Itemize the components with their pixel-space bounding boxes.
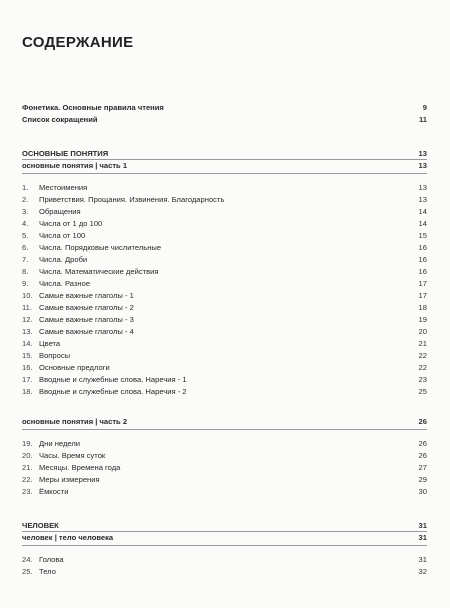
entry-number: 4. xyxy=(22,219,29,228)
toc-entry[interactable] xyxy=(22,327,427,337)
entry-label: Месяцы. Времена года xyxy=(39,463,121,472)
entry-number: 6. xyxy=(22,243,29,252)
toc-page-number: 13 xyxy=(418,161,427,170)
entry-number: 11. xyxy=(22,303,32,312)
toc-entry[interactable] xyxy=(22,279,427,289)
entry-number: 22. xyxy=(22,475,33,484)
entry-number: 16. xyxy=(22,363,33,372)
toc-entry[interactable] xyxy=(22,255,427,265)
toc-page-number: 22 xyxy=(418,363,427,372)
entry-label: Основные предлоги xyxy=(39,363,110,372)
entry-number: 23. xyxy=(22,487,33,496)
entry-number: 3. xyxy=(22,207,29,216)
toc-page-number: 25 xyxy=(418,387,427,396)
entry-label: Числа от 100 xyxy=(39,231,86,240)
section-subheading-label: основные понятия | часть 2 xyxy=(22,417,128,426)
entry-label: Меры измерения xyxy=(39,475,100,484)
toc-entry[interactable] xyxy=(22,183,427,193)
toc-page-number: 19 xyxy=(418,315,427,324)
section-heading-label: ЧЕЛОВЕК xyxy=(22,521,59,530)
toc-entry[interactable] xyxy=(22,555,427,565)
toc-entry[interactable] xyxy=(22,463,427,473)
toc-page-number: 15 xyxy=(418,231,427,240)
section-heading-label: ОСНОВНЫЕ ПОНЯТИЯ xyxy=(22,149,109,158)
entry-label: Часы. Время суток xyxy=(39,451,106,460)
toc-row[interactable] xyxy=(22,115,427,125)
toc-page-number: 11 xyxy=(418,115,427,124)
entry-label: Числа. Разное xyxy=(39,279,91,288)
entry-label: Вводные и служебные слова. Наречия - 2 xyxy=(39,387,187,396)
toc-row[interactable] xyxy=(22,103,427,113)
section-subheading[interactable] xyxy=(22,161,427,171)
toc-entry[interactable] xyxy=(22,231,427,241)
toc-page-number: 14 xyxy=(418,207,427,216)
section-divider xyxy=(22,429,427,430)
toc-page-number: 29 xyxy=(418,475,427,484)
toc-entry[interactable] xyxy=(22,375,427,385)
entry-label: Цвета xyxy=(39,339,61,348)
toc-page-number: 31 xyxy=(418,555,427,564)
toc-page-number: 16 xyxy=(418,267,427,276)
section-subheading[interactable] xyxy=(22,417,427,427)
entry-label: Самые важные глаголы - 1 xyxy=(39,291,134,300)
entry-number: 1. xyxy=(22,183,29,192)
entry-label: Обращения xyxy=(39,207,81,216)
entry-label: Числа. Математические действия xyxy=(39,267,159,276)
toc-entry[interactable] xyxy=(22,207,427,217)
entry-number: 24. xyxy=(22,555,33,564)
entry-number: 15. xyxy=(22,351,33,360)
entry-number: 13. xyxy=(22,327,33,336)
entry-label: Приветствия. Прощания. Извинения. Благодарность xyxy=(39,195,225,204)
section-divider xyxy=(22,173,427,174)
entry-number: 17. xyxy=(22,375,33,384)
entry-label: Самые важные глаголы - 3 xyxy=(39,315,134,324)
page-title: СОДЕРЖАНИЕ xyxy=(22,34,134,51)
toc-page-number: 13 xyxy=(418,195,427,204)
toc-entry[interactable] xyxy=(22,451,427,461)
entry-label: Вопросы xyxy=(39,351,71,360)
entry-number: 18. xyxy=(22,387,33,396)
toc-entry[interactable] xyxy=(22,195,427,205)
toc-entry[interactable] xyxy=(22,567,427,577)
toc-page-number: 9 xyxy=(422,103,427,112)
entry-label: Числа. Порядковые числительные xyxy=(39,243,162,252)
toc-entry[interactable] xyxy=(22,351,427,361)
entry-label: Числа от 1 до 100 xyxy=(39,219,103,228)
toc-entry[interactable] xyxy=(22,487,427,497)
toc-entry[interactable] xyxy=(22,363,427,373)
toc-page-number: 20 xyxy=(418,327,427,336)
entry-number: 9. xyxy=(22,279,29,288)
entry-label: Ёмкости xyxy=(39,487,69,496)
entry-label: Самые важные глаголы - 4 xyxy=(39,327,134,336)
entry-number: 2. xyxy=(22,195,29,204)
section-divider xyxy=(22,159,427,160)
entry-label: Голова xyxy=(39,555,64,564)
toc-page-number: 17 xyxy=(418,279,427,288)
entry-label: Тело xyxy=(39,567,56,576)
toc-page-number: 17 xyxy=(418,291,427,300)
toc-page-number: 31 xyxy=(418,533,427,542)
toc-page-number: 21 xyxy=(418,339,427,348)
toc-page-number: 18 xyxy=(418,303,427,312)
toc-page-number: 23 xyxy=(418,375,427,384)
toc-page-number: 27 xyxy=(418,463,427,472)
entry-label: Дни недели xyxy=(39,439,81,448)
toc-entry[interactable] xyxy=(22,303,427,313)
entry-number: 21. xyxy=(22,463,33,472)
section-subheading[interactable] xyxy=(22,533,427,543)
section-subheading-label: человек | тело человека xyxy=(22,533,114,542)
section-heading[interactable] xyxy=(22,149,427,159)
section-divider xyxy=(22,545,427,546)
toc-entry[interactable] xyxy=(22,267,427,277)
toc-page-number: 31 xyxy=(418,521,427,530)
section-subheading-label: основные понятия | часть 1 xyxy=(22,161,128,170)
toc-page-number: 13 xyxy=(418,149,427,158)
toc-entry[interactable] xyxy=(22,439,427,449)
entry-number: 10. xyxy=(22,291,33,300)
entry-number: 5. xyxy=(22,231,29,240)
toc-page-number: 26 xyxy=(418,451,427,460)
entry-number: 19. xyxy=(22,439,33,448)
toc-entry[interactable] xyxy=(22,475,427,485)
toc-entry[interactable] xyxy=(22,291,427,301)
toc-entry[interactable] xyxy=(22,339,427,349)
toc-entry[interactable] xyxy=(22,315,427,325)
entry-label: Вводные и служебные слова. Наречия - 1 xyxy=(39,375,187,384)
toc-label: Список сокращений xyxy=(22,115,98,124)
toc-page-number: 13 xyxy=(418,183,427,192)
toc-page-number: 14 xyxy=(418,219,427,228)
entry-label: Местоимения xyxy=(39,183,88,192)
toc-page-number: 22 xyxy=(418,351,427,360)
entry-number: 14. xyxy=(22,339,33,348)
entry-number: 8. xyxy=(22,267,29,276)
section-heading[interactable] xyxy=(22,521,427,531)
toc-entry[interactable] xyxy=(22,387,427,397)
toc-label: Фонетика. Основные правила чтения xyxy=(22,103,164,112)
entry-number: 20. xyxy=(22,451,33,460)
toc-page-number: 26 xyxy=(418,439,427,448)
toc-page-number: 32 xyxy=(418,567,427,576)
entry-label: Самые важные глаголы - 2 xyxy=(39,303,134,312)
entry-label: Числа. Дроби xyxy=(39,255,88,264)
toc-entry[interactable] xyxy=(22,219,427,229)
toc-page-number: 30 xyxy=(418,487,427,496)
entry-number: 12. xyxy=(22,315,33,324)
toc-entry[interactable] xyxy=(22,243,427,253)
entry-number: 25. xyxy=(22,567,33,576)
entry-number: 7. xyxy=(22,255,29,264)
toc-page-number: 16 xyxy=(418,255,427,264)
toc-page-number: 26 xyxy=(418,417,427,426)
toc-page-number: 16 xyxy=(418,243,427,252)
section-divider xyxy=(22,531,427,532)
